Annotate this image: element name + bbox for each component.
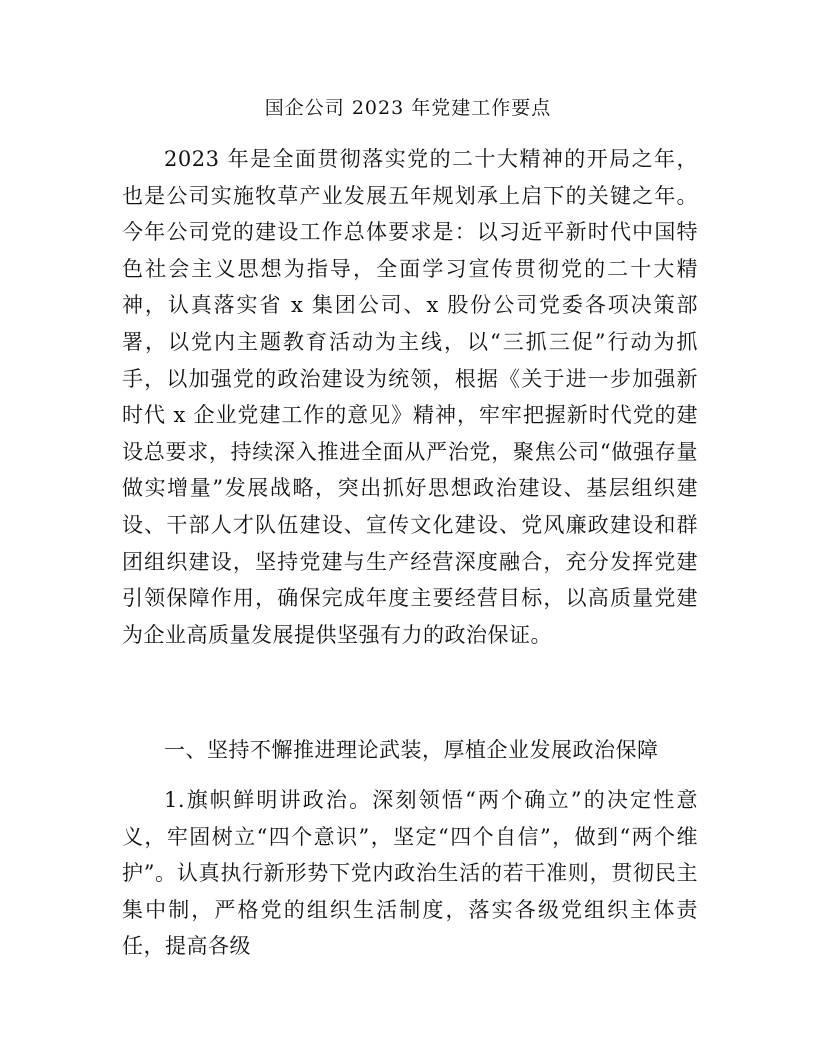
item-1-paragraph: 1.旗帜鲜明讲政治。深刻领悟“两个确立”的决定性意义，牢固树立“四个意识”，坚定“四个自信”，做到“两个维护”。认真执行新形势下党内政治生活的若干准则，贯彻民主集中制，严格党的组织生活制度，落实各级党组织主体责任，提高各级 (122, 788, 698, 959)
section-heading-1: 一、坚持不懈推进理论武装，厚植企业发展政治保障 (164, 738, 659, 762)
document-title: 国企公司 2023 年党建工作要点 (264, 97, 552, 119)
intro-paragraph: 2023 年是全面贯彻落实党的二十大精神的开局之年，也是公司实施牧草产业发展五年规划承上启下的关键之年。今年公司党的建设工作总体要求是：以习近平新时代中国特色社会主义思想为指导，全面学习宣传贯彻党的二十大精神，认真落实省 x 集团公司、x 股份公司党委各项决策部署，以党内主题教育活动为主线，以“三抓三促”行动为抓手，以加强党的政治建设为统领，根据《关于进一步加强新时代 x 企业党建工作的意见》精神，牢牢把握新时代党的建设总要求，持续深入推进全面从严治党，聚焦公司“做强存量做实增量”发展战略，突出抓好思想政治建设、基层组织建设、干部人才队伍建设、宣传文化建设、党风廉政建设和群团组织建设，坚持党建与生产经营深度融合，充分发挥党建引领保障作用，确保完成年度主要经营目标，以高质量党建为企业高质量发展提供坚强有力的政治保证。 (122, 147, 698, 647)
